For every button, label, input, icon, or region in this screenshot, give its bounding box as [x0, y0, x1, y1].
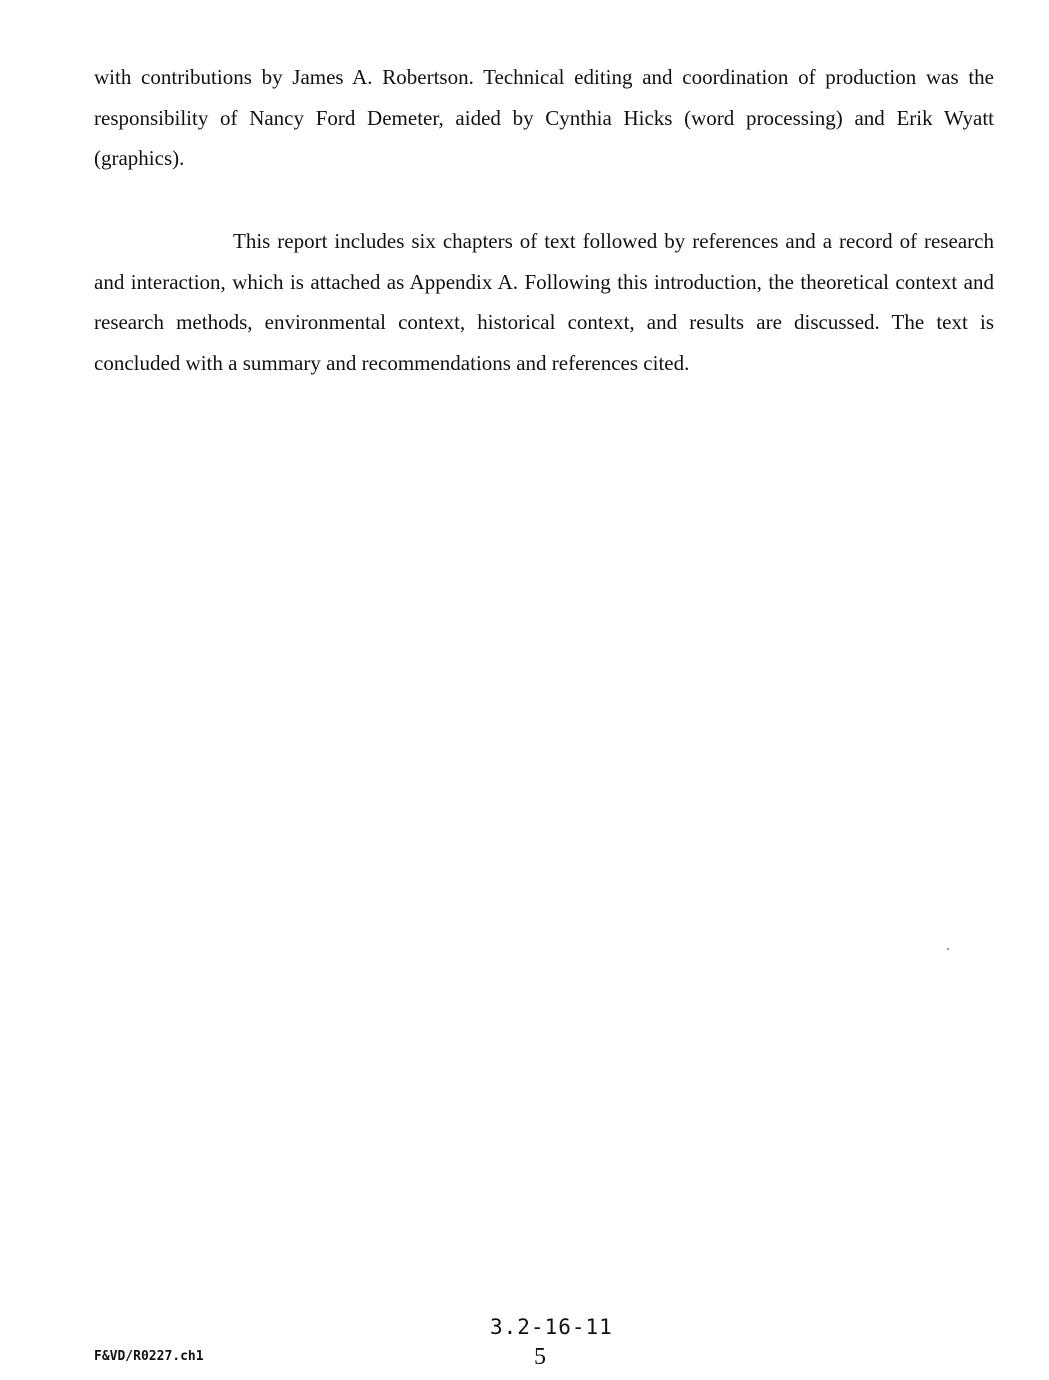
- page-number: 5: [534, 1344, 546, 1370]
- paragraph-contributions: with contributions by James A. Robertson. Technical editing and coordination of production was the responsibility of Nancy Ford Demeter, aided by Cynthia Hicks (word processing) and Erik Wyatt (graphics).: [94, 65, 994, 170]
- paragraph-report-overview: This report includes six chapters of text followed by references and a record of research and interaction, which is attached as Appendix A. Following this introduction, the theoretical context and research methods, environmental context, historical context, and results are discussed. The text is concluded with a summary and recommendations and references cited.: [94, 229, 994, 375]
- scan-speck: [947, 948, 949, 950]
- document-code: 3.2-16-11: [490, 1315, 613, 1339]
- file-reference: F&VD/R0227.ch1: [94, 1349, 204, 1364]
